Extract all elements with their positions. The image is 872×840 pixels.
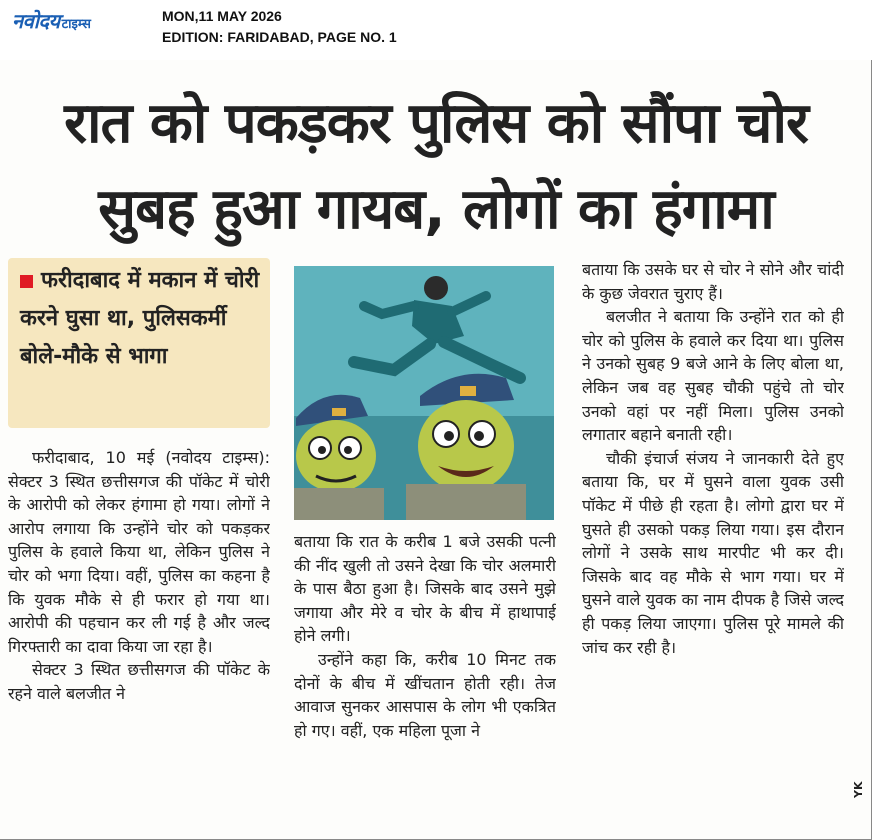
edition-page: EDITION: FARIDABAD, PAGE NO. 1 (162, 29, 397, 45)
edition-info (162, 6, 397, 48)
edition-date: MON,11 MAY 2026 (162, 8, 282, 24)
article-column-3 (582, 258, 844, 830)
logo-main-text: नवोदय (12, 9, 60, 33)
logo-sub-text: टाइम्स (61, 17, 91, 32)
newspaper-logo (12, 8, 91, 34)
paragraph: फरीदाबाद, 10 मई (नवोदय टाइम्स): सेक्टर 3 स्थित छत्तीसगज की पॉकेट में चोरी के आरोपी को लेकर हंगामा हो गया। लोगों ने आरोप लगाया कि उन्होंने चोर को पकड़कर पुलिस के हवाले किया था, लेकिन पुलिस ने चोर को भगा दिया। वहीं, पुलिस का कहना है कि युवक मौके से ही फरार हो गया था। आरोपी की पहचान कर ली गई है और जल्द गिरफ्तारी का दावा किया जा रहा है। (8, 448, 270, 656)
paragraph: बलजीत ने बताया कि उन्होंने रात को ही चोर को पुलिस के हवाले कर दिया था। पुलिस ने उनको सुबह 9 बजे आने के लिए बोला था, लेकिन जब वह सुबह चौकी पहुंचे तो चोर उनको वहां पर नहीं मिला। पुलिस उनको लगातार बहाने बनाती रही। (582, 307, 844, 445)
paragraph: सेक्टर 3 स्थित छत्तीसगज की पॉकेट के रहने वाले बलजीत ने (8, 660, 270, 703)
paragraph: चौकी इंचार्ज संजय ने जानकारी देते हुए बताया कि, घर में घुसने वाला युवक उसी पॉकेट में पीछे ही रहता है। लोगो द्वारा घर में घुसते ही उसको पकड़ लिया गया। इस दौरान लोगों ने उसके साथ मारपीट भी कर दी। जिसके बाद वह मौके से भाग गया। घर में घुसने वाले युवक का नाम दीपक है जिसे जल्द ही पकड़ लिया जाएगा। पुलिस पूरे मामले की जांच कर रही है। (582, 448, 844, 657)
paragraph: बताया कि रात के करीब 1 बजे उसकी पत्नी की नींद खुली तो उसने देखा कि चोर अलमारी के पास बैठा हुआ है। जिसके बाद उसने मुझे जगाया और मेरे व चोर के बीच में हाथापाई होने लगी। (294, 532, 556, 646)
paragraph: उन्होंने कहा कि, करीब 10 मिनट तक दोनों के बीच में खींचतान होती रही। तेज आवाज सुनकर आसपास के लोग भी एकत्रित हो गए। वहीं, एक महिला पूजा ने (294, 649, 556, 740)
article-column-2 (294, 530, 556, 830)
headline-line-1: रात को पकड़कर पुलिस को सौंपा चोर (64, 91, 808, 156)
paragraph: बताया कि उसके घर से चोर ने सोने और चांदी के कुछ जेवरात चुराए हैं। (582, 260, 844, 303)
article-column-1 (8, 446, 270, 830)
headline-line-2: सुबह हुआ गायब, लोगों का हंगामा (98, 177, 774, 242)
subheading (20, 262, 266, 376)
thief-police-illustration (294, 266, 554, 520)
bullet-square-icon (20, 275, 33, 288)
masthead-bar (0, 0, 872, 60)
police-officer-icon (406, 374, 526, 520)
subheading-text: फरीदाबाद में मकान में चोरी करने घुसा था, पुलिसकर्मी बोले-मौके से भागा (20, 268, 260, 369)
side-mark: YK (852, 781, 865, 798)
